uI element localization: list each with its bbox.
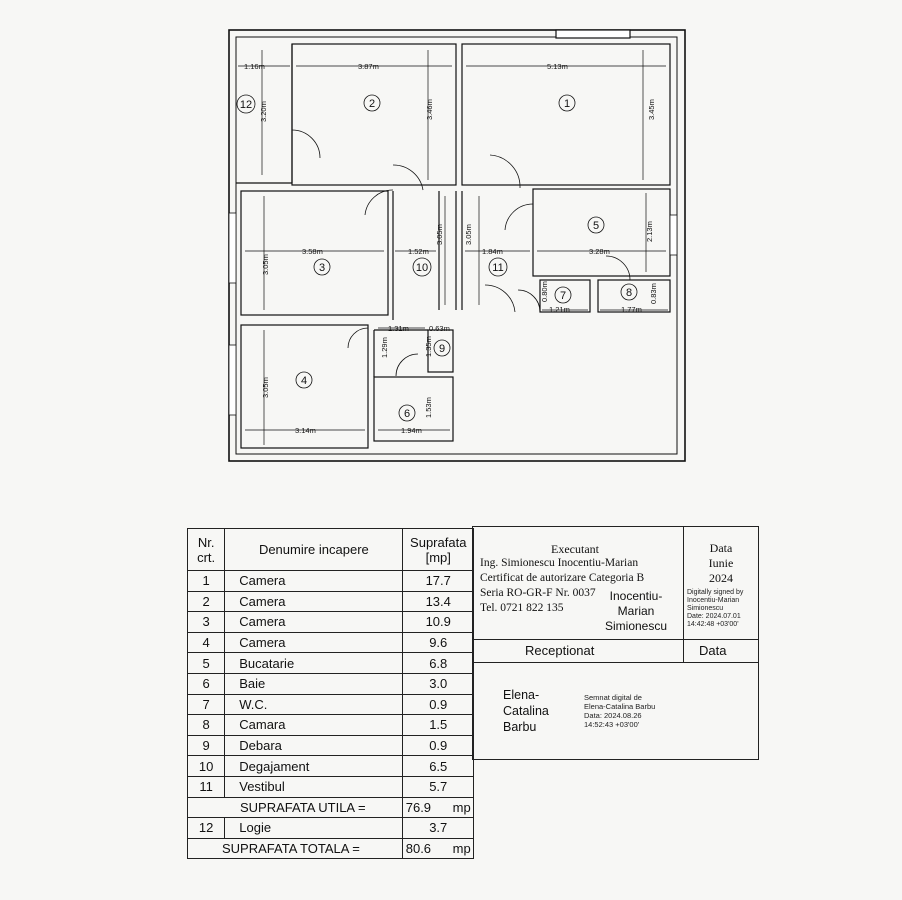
row-nr: 11: [188, 776, 225, 797]
row-nr: 7: [188, 694, 225, 715]
row-name: Camera: [225, 571, 403, 592]
dim-label: 3.20m: [259, 101, 268, 122]
sig-line: 14:42:48 +03'00': [687, 621, 739, 628]
executant-title: Executant: [551, 542, 599, 556]
util-area-value: 76.9: [405, 799, 432, 815]
dim-label: 1.94m: [401, 426, 422, 435]
row-name: Degajament: [225, 756, 403, 777]
table-row: [188, 653, 474, 674]
row-area: 10.9: [403, 612, 474, 633]
row-nr: 12: [188, 818, 225, 839]
table-row: [188, 632, 474, 653]
util-area-label: SUPRAFATA UTILA =: [188, 797, 403, 818]
total-area-unit: mp: [452, 841, 471, 857]
row-area: 6.8: [403, 653, 474, 674]
sig-line: 14:52:43 +03'00': [584, 720, 640, 729]
util-area-row: [188, 797, 474, 818]
table-header: [188, 529, 474, 571]
table-row: [188, 673, 474, 694]
name-part: Catalina: [503, 704, 549, 718]
table-row: [188, 818, 474, 839]
row-area: 5.7: [403, 776, 474, 797]
receptionat-digital-signature: [584, 693, 655, 729]
room-number: 10: [415, 262, 429, 274]
table-row: [188, 571, 474, 592]
row-area: 0.9: [403, 694, 474, 715]
receptionat-date-label: Data: [699, 643, 727, 658]
room-number: 6: [403, 408, 411, 420]
row-nr: 10: [188, 756, 225, 777]
executant-name: [605, 589, 667, 634]
row-nr: 1: [188, 571, 225, 592]
dim-label: 1.31m: [388, 324, 409, 333]
sig-line: Digitally signed by: [687, 589, 744, 596]
receptionat-title: Receptionat: [525, 643, 595, 658]
table-row: [188, 756, 474, 777]
date-year: 2024: [709, 571, 733, 585]
row-name: Baie: [225, 673, 403, 694]
date-month: Iunie: [708, 556, 734, 570]
receptionat-name: [503, 687, 549, 735]
name-part: Barbu: [503, 720, 537, 734]
table-row: [188, 694, 474, 715]
sig-line: Elena-Catalina Barbu: [584, 702, 656, 711]
header-nr: Nr. crt.: [188, 529, 225, 571]
room-number: 11: [492, 262, 504, 274]
room-number: 3: [318, 262, 326, 274]
room-number: 8: [625, 287, 633, 299]
dim-label: 1.77m: [621, 305, 642, 314]
room-number: 2: [368, 98, 376, 110]
dim-label: 1.29m: [380, 337, 389, 358]
row-nr: 9: [188, 735, 225, 756]
row-name: Bucatarie: [225, 653, 403, 674]
util-area-unit: mp: [452, 799, 471, 815]
dim-label: 1.84m: [482, 247, 503, 256]
row-name: Debara: [225, 735, 403, 756]
row-nr: 8: [188, 715, 225, 736]
row-area: 17.7: [403, 571, 474, 592]
row-area: 3.7: [403, 818, 474, 839]
row-name: Camera: [225, 591, 403, 612]
total-area-row: [188, 838, 474, 859]
total-area-cell: [403, 838, 474, 859]
dim-label: 0.80m: [540, 281, 549, 302]
room-number: 4: [300, 375, 308, 387]
dim-label: 3.05m: [435, 224, 444, 245]
dim-label: 3.28m: [589, 247, 610, 256]
table-row: [188, 591, 474, 612]
row-area: 3.0: [403, 673, 474, 694]
name-part: Simionescu: [605, 619, 668, 633]
row-name: W.C.: [225, 694, 403, 715]
row-name: Vestibul: [225, 776, 403, 797]
date-label: Data: [709, 541, 733, 555]
row-area: 13.4: [403, 591, 474, 612]
row-nr: 3: [188, 612, 225, 633]
sig-line: Simionescu: [687, 605, 724, 612]
dim-label: 1.21m: [549, 305, 570, 314]
room-number: 5: [592, 220, 600, 232]
executant-digital-signature: [687, 589, 743, 629]
dim-label: 3.45m: [647, 99, 656, 120]
row-nr: 5: [188, 653, 225, 674]
row-area: 0.9: [403, 735, 474, 756]
name-part: Inocentiu-: [609, 589, 663, 603]
total-area-value: 80.6: [405, 841, 432, 857]
row-name: Camara: [225, 715, 403, 736]
row-name: Camera: [225, 632, 403, 653]
executant-line: Certificat de autorizare Categoria B: [480, 572, 645, 584]
table-row: [188, 735, 474, 756]
sig-line: Semnat digital de: [584, 693, 642, 702]
room-number: 7: [559, 290, 567, 302]
dim-label: 3.46m: [425, 99, 434, 120]
header-area: Suprafata [mp]: [403, 529, 474, 571]
sig-line: Date: 2024.07.01: [687, 613, 741, 620]
name-part: Elena-: [503, 688, 540, 702]
dim-label: 2.13m: [645, 221, 654, 242]
name-part: Marian: [617, 604, 655, 618]
row-nr: 6: [188, 673, 225, 694]
signature-box: [472, 526, 759, 760]
sig-line: Data: 2024.08.26: [584, 711, 642, 720]
dim-label: 5.13m: [547, 62, 568, 71]
dim-label: 3.05m: [464, 224, 473, 245]
date-box: [684, 541, 758, 586]
dim-label: 1.53m: [424, 397, 433, 418]
area-table: [187, 528, 474, 859]
util-area-cell: [403, 797, 474, 818]
dim-label: 1.52m: [408, 247, 429, 256]
dim-label: 3.05m: [261, 377, 270, 398]
dim-label: 1.35m: [424, 336, 433, 357]
dim-label: 3.14m: [295, 426, 316, 435]
room-number: 1: [563, 98, 571, 110]
table-row: [188, 776, 474, 797]
row-area: 1.5: [403, 715, 474, 736]
row-area: 6.5: [403, 756, 474, 777]
row-nr: 2: [188, 591, 225, 612]
dim-label: 3.05m: [261, 254, 270, 275]
executant-line: Tel. 0721 822 135: [480, 602, 564, 614]
executant-line: Ing. Simionescu Inocentiu-Marian: [480, 557, 639, 569]
dim-label: 1.16m: [244, 62, 265, 71]
row-nr: 4: [188, 632, 225, 653]
dim-label: 3.87m: [358, 62, 379, 71]
table-row: [188, 715, 474, 736]
room-number: 9: [438, 343, 446, 355]
dim-label: 3.58m: [302, 247, 323, 256]
row-area: 9.6: [403, 632, 474, 653]
row-name: Camera: [225, 612, 403, 633]
header-name: Denumire incapere: [225, 529, 403, 571]
row-name: Logie: [225, 818, 403, 839]
room-number: 12: [239, 99, 253, 111]
executant-line: Seria RO-GR-F Nr. 0037: [480, 587, 596, 599]
table-row: [188, 612, 474, 633]
total-area-label: SUPRAFATA TOTALA =: [188, 838, 403, 859]
sig-line: Inocentiu-Marian: [687, 597, 740, 604]
dim-label: 0.63m: [429, 324, 450, 333]
dim-label: 0.83m: [649, 283, 658, 304]
